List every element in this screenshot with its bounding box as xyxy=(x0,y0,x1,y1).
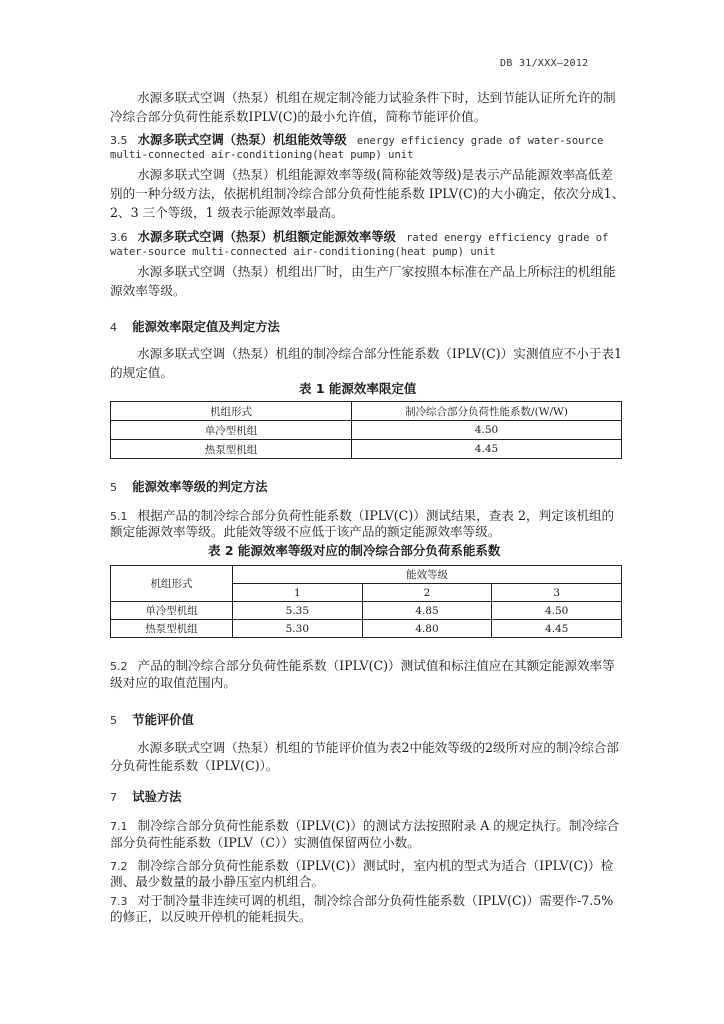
section-heading-4 xyxy=(110,316,280,335)
table-row xyxy=(111,620,622,638)
paragraph-line: 源效率等级。 xyxy=(110,283,186,298)
section-title: 能源效率限定值及判定方法 xyxy=(132,320,280,334)
clause-number: 5.2 xyxy=(110,660,128,673)
paragraph-line: 的规定值。 xyxy=(110,365,173,380)
paragraph-line: 水源多联式空调（热泵）机组的制冷综合部分性能系数（IPLV(C)）实测值应不小于表1 xyxy=(137,346,623,361)
paragraph-line: 的修正，以反映开停机的能耗损失。 xyxy=(110,909,312,924)
table-cell: 4.45 xyxy=(492,620,622,638)
table-header-cell: 2 xyxy=(362,584,492,602)
table-row xyxy=(111,602,622,620)
table-2-caption: 表 2 能源效率等级对应的制冷综合部分负荷系能系数 xyxy=(208,543,501,558)
paragraph-line: 部分负荷性能系数（IPLV（C））实测值保留两位小数。 xyxy=(110,835,420,850)
section-title-en: energy efficiency grade of water-source xyxy=(356,135,604,147)
section-title-en-cont: water-source multi-connected air-conditioning(heat pump) unit xyxy=(110,246,496,258)
table-2 xyxy=(110,565,622,638)
section-title-en-cont: multi-connected air-conditioning(heat pump) unit xyxy=(110,149,414,161)
table-header-cell: 3 xyxy=(492,584,622,602)
section-title: 能源效率等级的判定方法 xyxy=(132,480,268,494)
table-1 xyxy=(110,401,622,459)
table-cell: 热泵型机组 xyxy=(111,620,233,638)
section-heading-3-6 xyxy=(110,226,608,245)
section-number: 5 xyxy=(110,481,117,494)
section-heading-3-5 xyxy=(110,129,603,148)
paragraph-line: 测、最少数量的最小静压室内机组合。 xyxy=(110,874,325,889)
table-cell: 4.80 xyxy=(362,620,492,638)
section-title-en: rated energy efficiency grade of xyxy=(406,232,609,244)
table-cell: 4.50 xyxy=(492,602,622,620)
table-row xyxy=(111,421,622,440)
paragraph-line: 额定能源效率等级。此能效等级不应低于该产品的额定能源效率等级。 xyxy=(110,524,501,539)
paragraph-line: 冷综合部分负荷性能系数IPLV(C)的最小允许值，简称节能评价值。 xyxy=(110,109,487,124)
section-heading-7 xyxy=(110,786,181,805)
table-header-cell: 制冷综合部分负荷性能系数/(W/W) xyxy=(352,402,622,421)
section-title: 节能评价值 xyxy=(132,713,194,727)
paragraph-line: 级对应的取值范围内。 xyxy=(110,675,236,690)
document-code: DB 31/XXX—2012 xyxy=(500,58,589,69)
paragraph-line: 水源多联式空调（热泵）机组出厂时，由生产厂家按照本标准在产品上所标注的机组能 xyxy=(137,264,616,279)
table-header-cell: 机组形式 xyxy=(111,566,233,602)
table-header-cell: 能效等级 xyxy=(233,566,622,584)
clause-number: 7.3 xyxy=(110,895,128,908)
paragraph-line: 水源多联式空调（热泵）机组在规定制冷能力试验条件下时，达到节能认证所允许的制 xyxy=(137,90,616,105)
table-cell: 4.50 xyxy=(352,421,622,440)
paragraph-line: 2、3 三个等级，1 级表示能源效率最高。 xyxy=(110,205,344,220)
paragraph-line: 水源多联式空调（热泵）机组的节能评价值为表2中能效等级的2级所对应的制冷综合部 xyxy=(137,740,619,755)
paragraph-line: 对于制冷量非连续可调的机组，制冷综合部分负荷性能系数（IPLV(C)）需要作-7.5% xyxy=(137,893,614,908)
table-cell: 单冷型机组 xyxy=(111,602,233,620)
section-number: 3.5 xyxy=(110,134,128,147)
clause-number: 5.1 xyxy=(110,510,128,523)
table-cell: 4.85 xyxy=(362,602,492,620)
table-header-row xyxy=(111,402,622,421)
section-number: 4 xyxy=(110,321,117,334)
paragraph-line: 制冷综合部分负荷性能系数（IPLV(C)）测试时，室内机的型式为适合（IPLV(C)）检 xyxy=(137,858,614,873)
paragraph-line: 别的一种分级方法，依据机组制冷综合部分负荷性能系数 IPLV(C)的大小确定，依次分成1、 xyxy=(110,186,625,201)
section-title: 水源多联式空调（热泵）机组能效等级 xyxy=(137,133,347,147)
table-cell: 5.35 xyxy=(233,602,363,620)
table-header-cell: 1 xyxy=(233,584,363,602)
table-header-row xyxy=(111,566,622,584)
section-heading-5 xyxy=(110,476,268,495)
section-title: 水源多联式空调（热泵）机组额定能源效率等级 xyxy=(137,230,396,244)
paragraph-line: 水源多联式空调（热泵）机组能源效率等级(简称能效等级)是表示产品能源效率高低差 xyxy=(137,167,613,182)
section-number: 5 xyxy=(110,714,117,727)
paragraph-line: 根据产品的制冷综合部分负荷性能系数（IPLV(C)）测试结果，查表 2，判定该机组的 xyxy=(137,508,615,523)
clause-number: 7.2 xyxy=(110,860,128,873)
paragraph-line: 分负荷性能系数（IPLV(C)）。 xyxy=(110,758,279,773)
table-cell: 4.45 xyxy=(352,440,622,459)
table-cell: 单冷型机组 xyxy=(111,421,352,440)
section-heading-6 xyxy=(110,709,194,728)
table-1-caption: 表 1 能源效率限定值 xyxy=(299,381,417,396)
table-row xyxy=(111,440,622,459)
paragraph-line: 制冷综合部分负荷性能系数（IPLV(C)）的测试方法按照附录 A 的规定执行。制冷综合 xyxy=(137,818,620,833)
table-cell: 5.30 xyxy=(233,620,363,638)
clause-number: 7.1 xyxy=(110,820,128,833)
paragraph-line: 产品的制冷综合部分负荷性能系数（IPLV(C)）测试值和标注值应在其额定能源效率等 xyxy=(137,658,615,673)
section-number: 3.6 xyxy=(110,231,128,244)
table-header-cell: 机组形式 xyxy=(111,402,352,421)
section-number: 7 xyxy=(110,791,117,804)
table-cell: 热泵型机组 xyxy=(111,440,352,459)
section-title: 试验方法 xyxy=(132,790,182,804)
